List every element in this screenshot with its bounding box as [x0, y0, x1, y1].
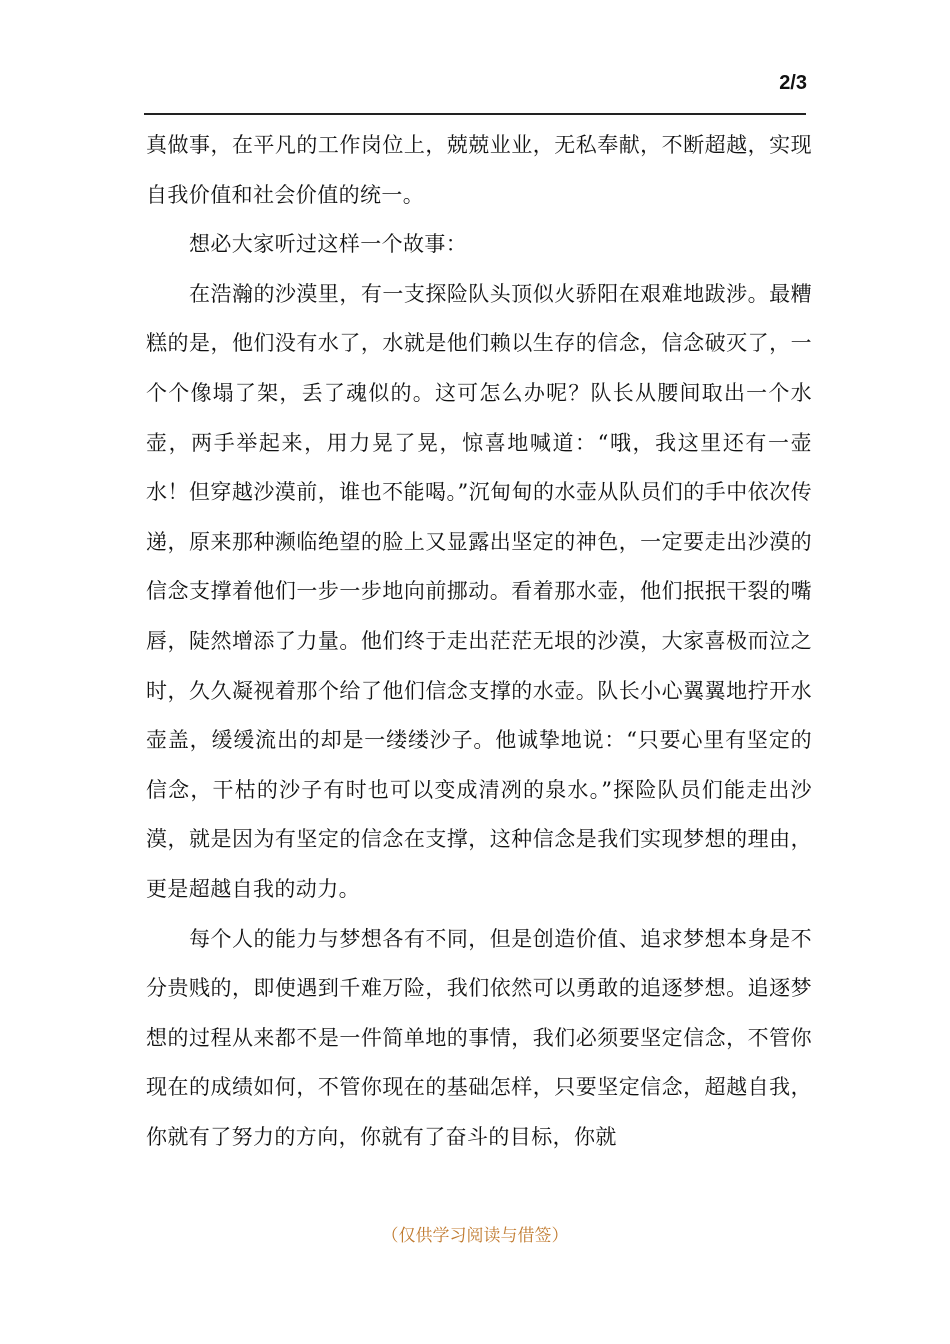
header-divider [144, 113, 806, 115]
footer-note: （仅供学习阅读与借签） [381, 1226, 569, 1246]
paragraph-story-intro: 想必大家听过这样一个故事： [189, 232, 468, 257]
paragraph-desert-story: 在浩瀚的沙漠里，有一支探险队头顶似火骄阳在艰难地跋涉。最糟糕的是，他们没有水了，水就是他们赖以生存的信念，信念破灭了，一个个像塌了架，丢了魂似的。这可怎么办呢？队长从腰间取出一个水壶，两手举起来，用力晃了晃，惊喜地喊道：“哦，我这里还有一壶水！但穿越沙漠前，谁也不能喝。”沉甸甸的水壶从队员们的手中依次传递，原来那种濒临绝望的脸上又显露出坚定的神色，一定要走出沙漠的信念支撑着他们一步一步地向前挪动。看着那水壶，他们抿抿干裂的嘴唇，陡然增添了力量。他们终于走出茫茫无垠的沙漠，大家喜极而泣之时，久久凝视着那个给了他们信念支撑的水壶。队长小心翼翼地拧开水壶盖，缓缓流出的却是一缕缕沙子。他诚挚地说：“只要心里有坚定的信念，干枯的沙子有时也可以变成清冽的泉水。”探险队员们能走出沙漠，就是因为有坚定的信念在支撑，这种信念是我们实现梦想的理由，更是超越自我的动力。 [146, 281, 812, 901]
paragraph-continued: 真做事，在平凡的工作岗位上，兢兢业业，无私奉献，不断超越，实现自我价值和社会价值的统一。 [146, 133, 812, 207]
page-number: 2/3 [779, 72, 807, 94]
document-body [146, 121, 812, 1162]
paragraph-dreams: 每个人的能力与梦想各有不同，但是创造价值、追求梦想本身是不分贵贱的，即使遇到千难万险，我们依然可以勇敢的追逐梦想。追逐梦想的过程从来都不是一件简单地的事情，我们必须要坚定信念，不管你现在的成绩如何，不管你现在的基础怎样，只要坚定信念，超越自我，你就有了努力的方向，你就有了奋斗的目标，你就 [146, 926, 812, 1149]
